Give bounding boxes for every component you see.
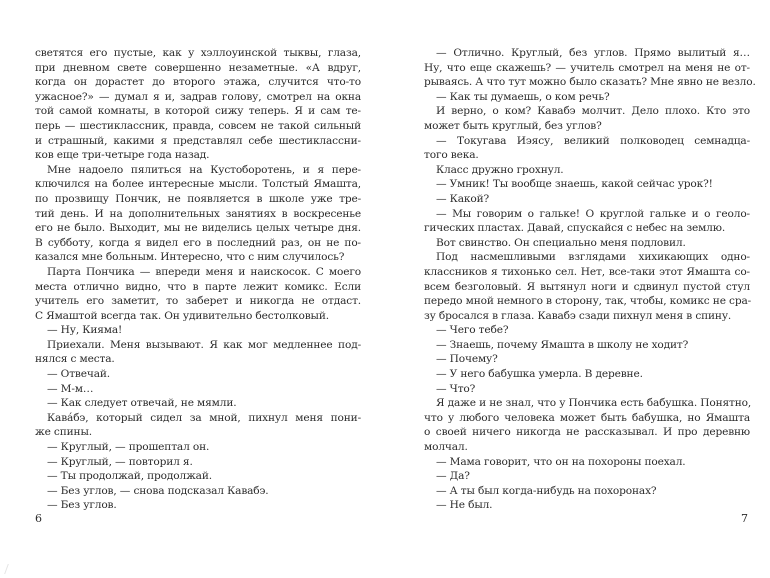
text-line: места отлично видно, что в парте лежит комикс. Если — [35, 280, 361, 293]
text-line: — Умник! Ты вообще знаешь, какой сейчас урок?! — [436, 178, 713, 191]
text-line: учитель его заметит, то заберет и никогда не отдаст. — [35, 295, 361, 308]
text-line: светятся его пустые, как у хэллоуинской тыквы, глаза, — [35, 47, 361, 59]
text-line: ужасное?» — думал я и, задрав голову, смотрел на окна — [35, 90, 361, 103]
text-line: классников я тихонько сел. Нет, все-таки этот Ямашта со- — [424, 265, 750, 278]
left-page-number: 6 — [35, 512, 42, 525]
text-line: — Мы говорим о гальке! О круглой гальке и о геоло- — [436, 207, 750, 220]
text-line: — Без углов, — снова подсказал Кавабэ. — [47, 484, 269, 497]
text-line: ков еще три-четыре года назад. — [35, 149, 210, 162]
text-line: Парта Пончика — впереди меня и наискосок. С моего — [47, 265, 361, 278]
left-page-text — [35, 46, 361, 513]
text-line: — Не был. — [436, 499, 493, 512]
text-line: перь — шестиклассник, правда, совсем не такой сильный — [35, 119, 361, 132]
text-line: — У него бабушка умерла. В деревне. — [436, 368, 643, 381]
text-line: что у любого человека может быть бабушка, но Ямашта — [424, 411, 750, 424]
text-line: Мне надоело пялиться на Кустоборотень, и я пере- — [47, 163, 361, 176]
text-line: — Без углов. — [47, 499, 117, 512]
text-line: Класс дружно грохнул. — [436, 163, 564, 176]
text-line: — Да? — [436, 470, 470, 483]
text-line: когда он дорастет до второго этажа, случится что-то — [35, 76, 361, 89]
text-line: — Токугава Иэясу, великий полководец семнадца- — [436, 134, 750, 147]
text-line: В субботу, когда я видел его в последний раз, он не по- — [35, 236, 361, 249]
text-line: — Мама говорит, что он на похороны поехал. — [436, 455, 686, 468]
right-page-number: 7 — [741, 512, 748, 525]
text-line: — А ты был когда-нибудь на похоронах? — [436, 484, 657, 497]
text-line: — Круглый, — прошептал он. — [47, 441, 210, 454]
text-line: того века. — [424, 149, 479, 162]
text-line: — Ну, Кияма! — [47, 324, 123, 337]
text-line: же спины. — [35, 426, 92, 439]
text-line: казался мне больным. Интересно, что с ним случилось? — [35, 251, 345, 264]
text-line: передо мной немного в сторону, так, чтобы, комикс не сра- — [424, 295, 752, 308]
text-line: — Отвечай. — [47, 368, 110, 381]
scan-mark — [4, 564, 15, 574]
text-line: — Почему? — [436, 353, 498, 366]
text-line: зу бросался в глаза. Кавабэ сзади пихнул меня в спину. — [424, 309, 732, 322]
text-line: Вот свинство. Он специально меня подловил. — [436, 236, 686, 249]
text-line: Ну, что еще скажешь? — учитель смотрел на меня не от- — [424, 61, 750, 74]
text-line: той самой комнаты, в которой сижу теперь. Я и сам те- — [35, 105, 361, 118]
text-line: С Ямаштой всегда так. Он удивительно бестолковый. — [35, 309, 329, 322]
text-line: Я даже и не знал, что у Пончика есть бабушка. Понятно, — [436, 397, 752, 410]
text-line: И верно, о ком? Кавабэ молчит. Дело плохо. Кто это — [436, 105, 750, 118]
text-line: по прозвищу Пончик, не появляется в школе уже тре- — [35, 192, 361, 205]
text-line: — Что? — [436, 382, 476, 395]
text-line: его не было. Выходит, мы не виделись целых четыре дня. — [35, 222, 361, 235]
text-line: ключился на более интересные мысли. Толстый Ямашта, — [35, 178, 361, 191]
text-line: Кава́бэ, который сидел за мной, пихнул меня пони- — [47, 411, 361, 424]
right-page-text — [424, 46, 756, 513]
text-line: — Ты продолжай, продолжай. — [47, 470, 212, 483]
text-line: — Чего тебе? — [436, 324, 509, 337]
text-line: — Как следует отвечай, не мямли. — [47, 397, 237, 410]
text-line: — Отлично. Круглый, без углов. Прямо вылитый я… — [436, 47, 750, 59]
text-line: и страшный, какими я представлял себе шестиклассни- — [35, 134, 361, 147]
text-line: — Какой? — [436, 192, 490, 205]
text-line: при дневном свете совершенно незаметные. «А вдруг, — [35, 61, 361, 74]
text-line: Под насмешливыми взглядами хихикающих одно- — [436, 251, 750, 264]
text-line: — Круглый, — повторил я. — [47, 455, 193, 468]
text-line: нялся с места. — [35, 353, 115, 366]
text-line: — М-м… — [47, 382, 94, 395]
text-line: может быть круглый, без углов? — [424, 119, 602, 132]
text-line: рываясь. А что тут можно было сказать? Мне явно не везло. — [424, 76, 756, 89]
text-line: всем безголовый. Я вытянул ноги и сдвинул пустой стул — [424, 280, 750, 293]
text-line: — Как ты думаешь, о ком речь? — [436, 90, 610, 103]
text-line: — Знаешь, почему Ямашта в школу не ходит? — [436, 338, 689, 351]
text-line: гических пластах. Давай, спускайся с небес на землю. — [424, 222, 726, 235]
text-line: тий день. И на дополнительных занятиях в воскресенье — [35, 207, 361, 220]
text-line: Приехали. Меня вызывают. Я как мог медленнее под- — [47, 338, 361, 351]
text-line: о своей ничего никогда не рассказывал. И про деревню — [424, 426, 750, 439]
text-line: молчал. — [424, 441, 468, 454]
